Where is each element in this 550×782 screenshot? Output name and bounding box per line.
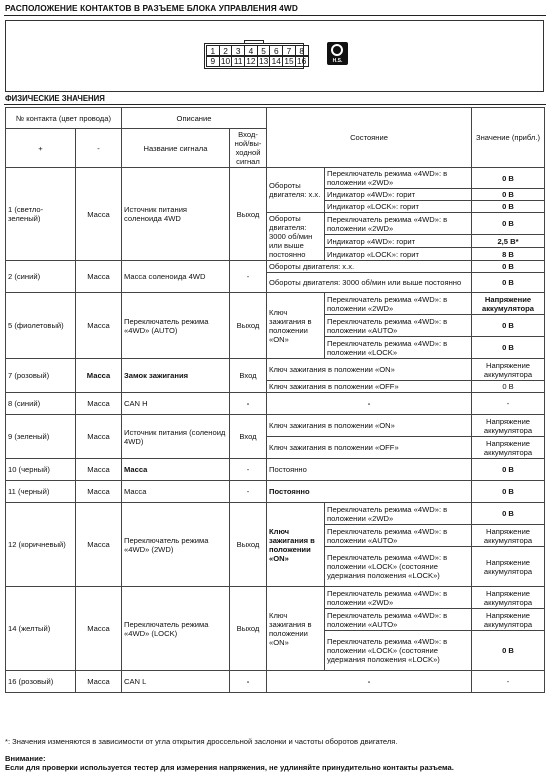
state-cell: Постоянно — [267, 481, 472, 503]
warning-text: Если для проверки используется тестер для измерения напряжения, не удлиняйте принудительно контакты разъема. — [5, 763, 454, 772]
pin-label: 10 — [219, 55, 233, 67]
condition-cell: Ключ зажигания в положении «ON» — [267, 503, 325, 587]
pin-label: 15 — [282, 55, 296, 67]
table-row — [6, 481, 545, 503]
value-cell: Напряжение аккумулятора — [472, 359, 545, 381]
minus-cell: Масса — [76, 503, 122, 587]
value-cell: - — [472, 393, 545, 415]
io-cell: - — [230, 393, 267, 415]
pin-label: 11 — [231, 55, 245, 67]
pin-label: 3 — [231, 45, 245, 57]
minus-cell: Масса — [76, 393, 122, 415]
footnote: *: Значения изменяются в зависимости от угла открытия дроссельной заслонки и частоты оборотов двигателя. — [5, 737, 398, 746]
table-row — [6, 415, 545, 437]
value-cell: 0 В — [472, 273, 545, 293]
values-table — [5, 107, 545, 693]
minus-cell: Масса — [76, 415, 122, 459]
value-cell: 0 В — [472, 189, 545, 201]
condition-cell: Ключ зажигания в положении «ON» — [267, 293, 325, 359]
table-row — [6, 503, 545, 525]
state-cell: Обороты двигателя: х.х. — [267, 261, 472, 273]
header-signal-name: Название сигнала — [122, 129, 230, 168]
pin-label: 16 — [295, 55, 309, 67]
header-value: Значение (прибл.) — [472, 108, 545, 168]
value-cell: Напряжение аккумулятора — [472, 609, 545, 631]
value-cell: 0 В — [472, 168, 545, 189]
signal-name-cell: Переключатель режима «4WD» (LOCK) — [122, 587, 230, 671]
state-cell: Постоянно — [267, 459, 472, 481]
divider — [4, 15, 546, 16]
state-cell: Переключатель режима «4WD»: в положении «LOCK» (состояние удержания положения «LOCK») — [325, 547, 472, 587]
signal-name-cell: Переключатель режима «4WD» (AUTO) — [122, 293, 230, 359]
state-cell: Обороты двигателя: 3000 об/мин или выше постоянно — [267, 273, 472, 293]
signal-name-cell: CAN H — [122, 393, 230, 415]
state-cell: Ключ зажигания в положении «OFF» — [267, 381, 472, 393]
minus-cell: Масса — [76, 481, 122, 503]
pin-label: 13 — [257, 55, 271, 67]
value-cell: 0 В — [472, 201, 545, 213]
contact-cell: 11 (черный) — [6, 481, 76, 503]
table-row — [6, 359, 545, 381]
signal-name-cell: Замок зажигания — [122, 359, 230, 393]
io-cell: - — [230, 459, 267, 481]
state-cell: Индикатор «4WD»: горит — [325, 189, 472, 201]
connector-row-bottom — [207, 55, 309, 67]
contact-cell: 9 (зеленый) — [6, 415, 76, 459]
state-cell: Переключатель режима «4WD»: в положении «2WD» — [325, 168, 472, 189]
connector-diagram — [204, 40, 307, 69]
value-cell: 0 В — [472, 631, 545, 671]
pin-label: 9 — [206, 55, 220, 67]
contact-cell: 8 (синий) — [6, 393, 76, 415]
state-cell: Индикатор «LOCK»: горит — [325, 248, 472, 261]
pin-label: 1 — [206, 45, 220, 57]
pin-label: 6 — [269, 45, 283, 57]
pin-label: 5 — [257, 45, 271, 57]
state-cell: Индикатор «LOCK»: горит — [325, 201, 472, 213]
state-cell: - — [267, 671, 472, 693]
contact-cell: 12 (коричневый) — [6, 503, 76, 587]
io-cell: Выход — [230, 293, 267, 359]
signal-name-cell: Масса — [122, 459, 230, 481]
table-row — [6, 261, 545, 273]
value-cell: 0 В — [472, 261, 545, 273]
harness-side-icon — [327, 42, 348, 65]
contact-cell: 1 (светло-зеленый) — [6, 168, 76, 261]
pin-label: 14 — [269, 55, 283, 67]
signal-name-cell: Масса — [122, 481, 230, 503]
value-cell: Напряжение аккумулятора — [472, 525, 545, 547]
value-cell: 8 В — [472, 248, 545, 261]
pin-label: 7 — [282, 45, 296, 57]
contact-cell: 7 (розовый) — [6, 359, 76, 393]
value-cell: Напряжение аккумулятора — [472, 415, 545, 437]
table-row — [6, 393, 545, 415]
header-description: Описание — [122, 108, 267, 129]
state-cell: Переключатель режима «4WD»: в положении «2WD» — [325, 213, 472, 235]
minus-cell: Масса — [76, 261, 122, 293]
contact-cell: 10 (черный) — [6, 459, 76, 481]
table-row — [6, 459, 545, 481]
minus-cell: Масса — [76, 293, 122, 359]
io-cell: Вход — [230, 415, 267, 459]
minus-cell: Масса — [76, 671, 122, 693]
value-cell: - — [472, 671, 545, 693]
value-cell: 0 В — [472, 337, 545, 359]
signal-name-cell: Источник питания (соленоид 4WD) — [122, 415, 230, 459]
minus-cell: Масса — [76, 587, 122, 671]
io-cell: - — [230, 671, 267, 693]
io-cell: - — [230, 481, 267, 503]
table-row — [6, 671, 545, 693]
header-io: Вход-ной/вы-ходной сигнал — [230, 129, 267, 168]
contact-cell: 16 (розовый) — [6, 671, 76, 693]
value-cell: 2,5 В* — [472, 235, 545, 248]
state-cell: Ключ зажигания в положении «OFF» — [267, 437, 472, 459]
connector-face-icon — [331, 44, 343, 56]
state-cell: Переключатель режима «4WD»: в положении «2WD» — [325, 293, 472, 315]
value-cell: 0 В — [472, 315, 545, 337]
condition-cell: Обороты двигателя: 3000 об/мин или выше постоянно — [267, 213, 325, 261]
pin-label: 12 — [244, 55, 258, 67]
state-cell: Индикатор «4WD»: горит — [325, 235, 472, 248]
warning-title: Внимание: — [5, 754, 46, 763]
state-cell: Переключатель режима «4WD»: в положении «AUTO» — [325, 609, 472, 631]
io-cell: Выход — [230, 503, 267, 587]
io-cell: Выход — [230, 168, 267, 261]
value-cell: Напряжение аккумулятора — [472, 437, 545, 459]
page-title: РАСПОЛОЖЕНИЕ КОНТАКТОВ В РАЗЪЕМЕ БЛОКА УПРАВЛЕНИЯ 4WD — [5, 3, 298, 13]
state-cell: Переключатель режима «4WD»: в положении «AUTO» — [325, 315, 472, 337]
value-cell: Напряжение аккумулятора — [472, 547, 545, 587]
state-cell: Переключатель режима «4WD»: в положении «AUTO» — [325, 525, 472, 547]
signal-name-cell: CAN L — [122, 671, 230, 693]
state-cell: Переключатель режима «4WD»: в положении «LOCK» — [325, 337, 472, 359]
contact-cell: 5 (фиолетовый) — [6, 293, 76, 359]
state-cell: Переключатель режима «4WD»: в положении «2WD» — [325, 503, 472, 525]
contact-cell: 2 (синий) — [6, 261, 76, 293]
state-cell: Переключатель режима «4WD»: в положении «2WD» — [325, 587, 472, 609]
io-cell: - — [230, 261, 267, 293]
table-row — [6, 293, 545, 315]
pin-label: 4 — [244, 45, 258, 57]
pin-label: 2 — [219, 45, 233, 57]
signal-name-cell: Масса соленоида 4WD — [122, 261, 230, 293]
header-minus: - — [76, 129, 122, 168]
value-cell: Напряжение аккумулятора — [472, 293, 545, 315]
value-cell: 0 В — [472, 213, 545, 235]
io-cell: Вход — [230, 359, 267, 393]
hs-label: H.S. — [332, 58, 343, 64]
condition-cell: Обороты двигателя: х.х. — [267, 168, 325, 213]
state-cell: Ключ зажигания в положении «ON» — [267, 415, 472, 437]
condition-cell: Ключ зажигания в положении «ON» — [267, 587, 325, 671]
header-state: Состояние — [267, 108, 472, 168]
table-row — [6, 168, 545, 189]
header-plus: + — [6, 129, 76, 168]
minus-cell: Масса — [76, 168, 122, 261]
pin-label: 8 — [295, 45, 309, 57]
value-cell: 0 В — [472, 459, 545, 481]
minus-cell: Масса — [76, 459, 122, 481]
value-cell: 0 В — [472, 381, 545, 393]
value-cell: 0 В — [472, 503, 545, 525]
header-contact-no: № контакта (цвет провода) — [6, 108, 122, 129]
state-cell: Ключ зажигания в положении «ON» — [267, 359, 472, 381]
section-title: ФИЗИЧЕСКИЕ ЗНАЧЕНИЯ — [5, 94, 105, 103]
state-cell: - — [267, 393, 472, 415]
signal-name-cell: Источник питания соленоида 4WD — [122, 168, 230, 261]
io-cell: Выход — [230, 587, 267, 671]
contact-cell: 14 (желтый) — [6, 587, 76, 671]
value-cell: 0 В — [472, 481, 545, 503]
table-row — [6, 587, 545, 609]
minus-cell: Масса — [76, 359, 122, 393]
signal-name-cell: Переключатель режима «4WD» (2WD) — [122, 503, 230, 587]
value-cell: Напряжение аккумулятора — [472, 587, 545, 609]
state-cell: Переключатель режима «4WD»: в положении «LOCK» (состояние удержания положения «LOCK») — [325, 631, 472, 671]
divider — [4, 104, 546, 105]
